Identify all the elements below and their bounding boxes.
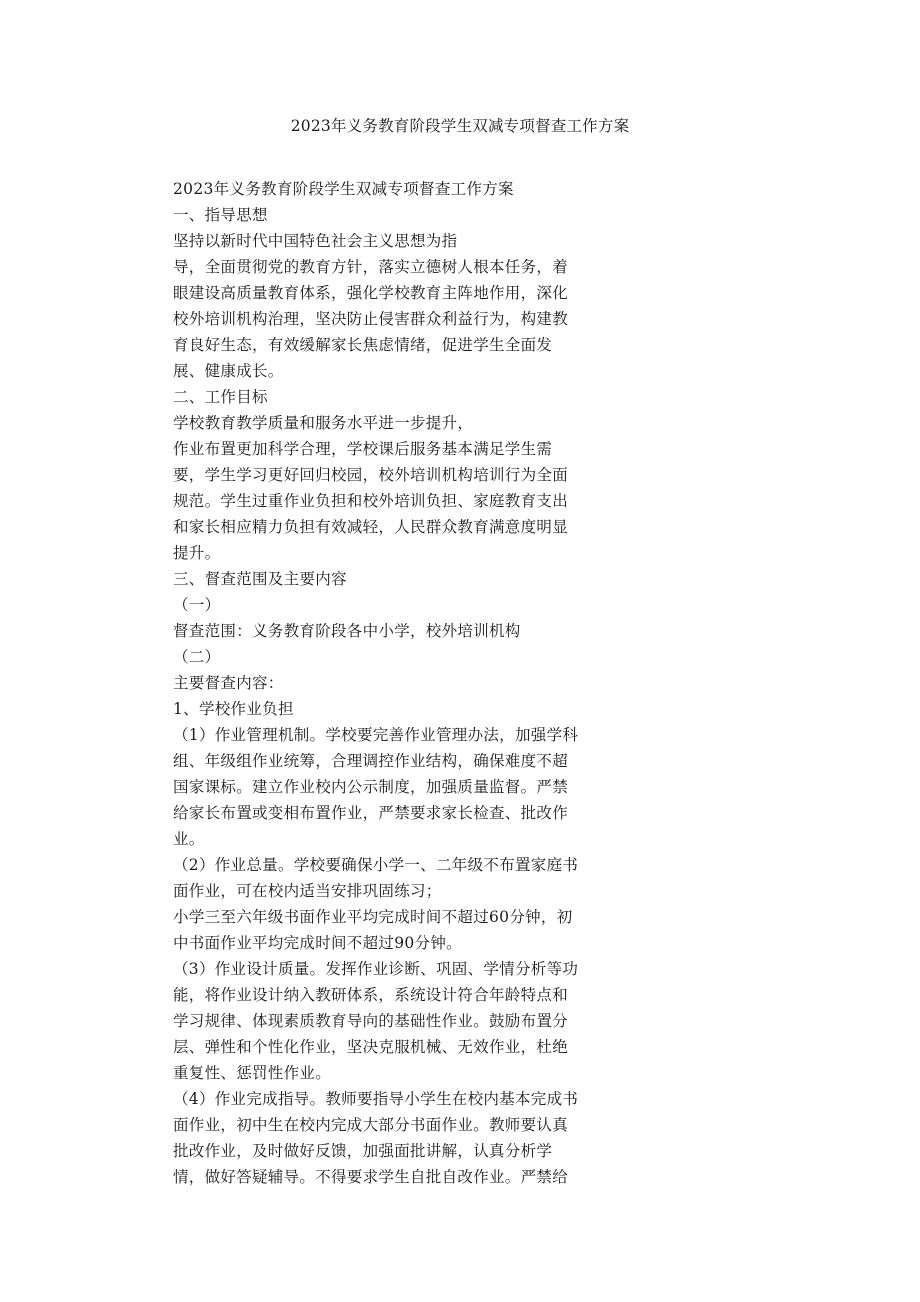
text-line: 和家长相应精力负担有效减轻，人民群众教育满意度明显 — [173, 518, 569, 536]
text-line: 作业布置更加科学合理，学校课后服务基本满足学生需 — [173, 440, 553, 458]
text-line: 学校教育教学质量和服务水平进一步提升， — [173, 414, 474, 432]
text-line: （4）作业完成指导。教师要指导小学生在校内基本完成书 — [173, 1090, 579, 1108]
text-line: 批改作业，及时做好反馈，加强面批讲解，认真分析学 — [173, 1142, 553, 1160]
text-line: 面作业，初中生在校内完成大部分书面作业。教师要认真 — [173, 1116, 569, 1134]
text-line: 规范。学生过重作业负担和校外培训负担、家庭教育支出 — [173, 492, 569, 510]
text-line: （2）作业总量。学校要确保小学一、二年级不布置家庭书 — [173, 856, 579, 874]
text-line: 小学三至六年级书面作业平均完成时间不超过60分钟，初 — [173, 908, 573, 926]
text-line: 校外培训机构治理，坚决防止侵害群众利益行为，构建教 — [173, 310, 569, 328]
text-line: 育良好生态，有效缓解家长焦虑情绪，促进学生全面发 — [173, 336, 553, 354]
text-line: 坚持以新时代中国特色社会主义思想为指 — [173, 232, 458, 250]
text-line: 重复性、惩罚性作业。 — [173, 1064, 332, 1082]
text-line: 情，做好答疑辅导。不得要求学生自批自改作业。严禁给 — [173, 1168, 569, 1186]
document-heading: 2023年义务教育阶段学生双减专项督查工作方案 — [173, 180, 514, 198]
text-line: 中书面作业平均完成时间不超过90分钟。 — [173, 934, 462, 952]
text-line: 能，将作业设计纳入教研体系，系统设计符合年龄特点和 — [173, 986, 569, 1004]
text-line: 学习规律、体现素质教育导向的基础性作业。鼓励布置分 — [173, 1012, 569, 1030]
text-line: 提升。 — [173, 544, 221, 562]
text-line: 督查范围：义务教育阶段各中小学，校外培训机构 — [173, 622, 521, 640]
text-line: 眼建设高质量教育体系，强化学校教育主阵地作用，深化 — [173, 284, 569, 302]
text-line: 面作业，可在校内适当安排巩固练习； — [173, 882, 442, 900]
page-title: 2023年义务教育阶段学生双减专项督查工作方案 — [290, 117, 630, 135]
text-line: （二） — [173, 648, 221, 666]
text-line: 展、健康成长。 — [173, 362, 284, 380]
text-line: 三、督查范围及主要内容 — [173, 570, 347, 588]
text-line: 导，全面贯彻党的教育方针，落实立德树人根本任务，着 — [173, 258, 569, 276]
text-line: 组、年级组作业统筹，合理调控作业结构，确保难度不超 — [173, 752, 569, 770]
text-line: 国家课标。建立作业校内公示制度，加强质量监督。严禁 — [173, 778, 569, 796]
text-line: 二、工作目标 — [173, 388, 268, 406]
text-line: 给家长布置或变相布置作业，严禁要求家长检查、批改作 — [173, 804, 569, 822]
text-line: （3）作业设计质量。发挥作业诊断、巩固、学情分析等功 — [173, 960, 579, 978]
text-line: 主要督查内容： — [173, 674, 284, 692]
text-line: 业。 — [173, 830, 205, 848]
document-body — [173, 176, 603, 1190]
text-line: （1）作业管理机制。学校要完善作业管理办法，加强学科 — [173, 726, 579, 744]
text-line: 要，学生学习更好回归校园，校外培训机构培训行为全面 — [173, 466, 569, 484]
text-line: 层、弹性和个性化作业，坚决克服机械、无效作业，杜绝 — [173, 1038, 569, 1056]
text-line: （一） — [173, 596, 221, 614]
text-line: 1、学校作业负担 — [173, 700, 294, 718]
text-line: 一、指导思想 — [173, 206, 268, 224]
